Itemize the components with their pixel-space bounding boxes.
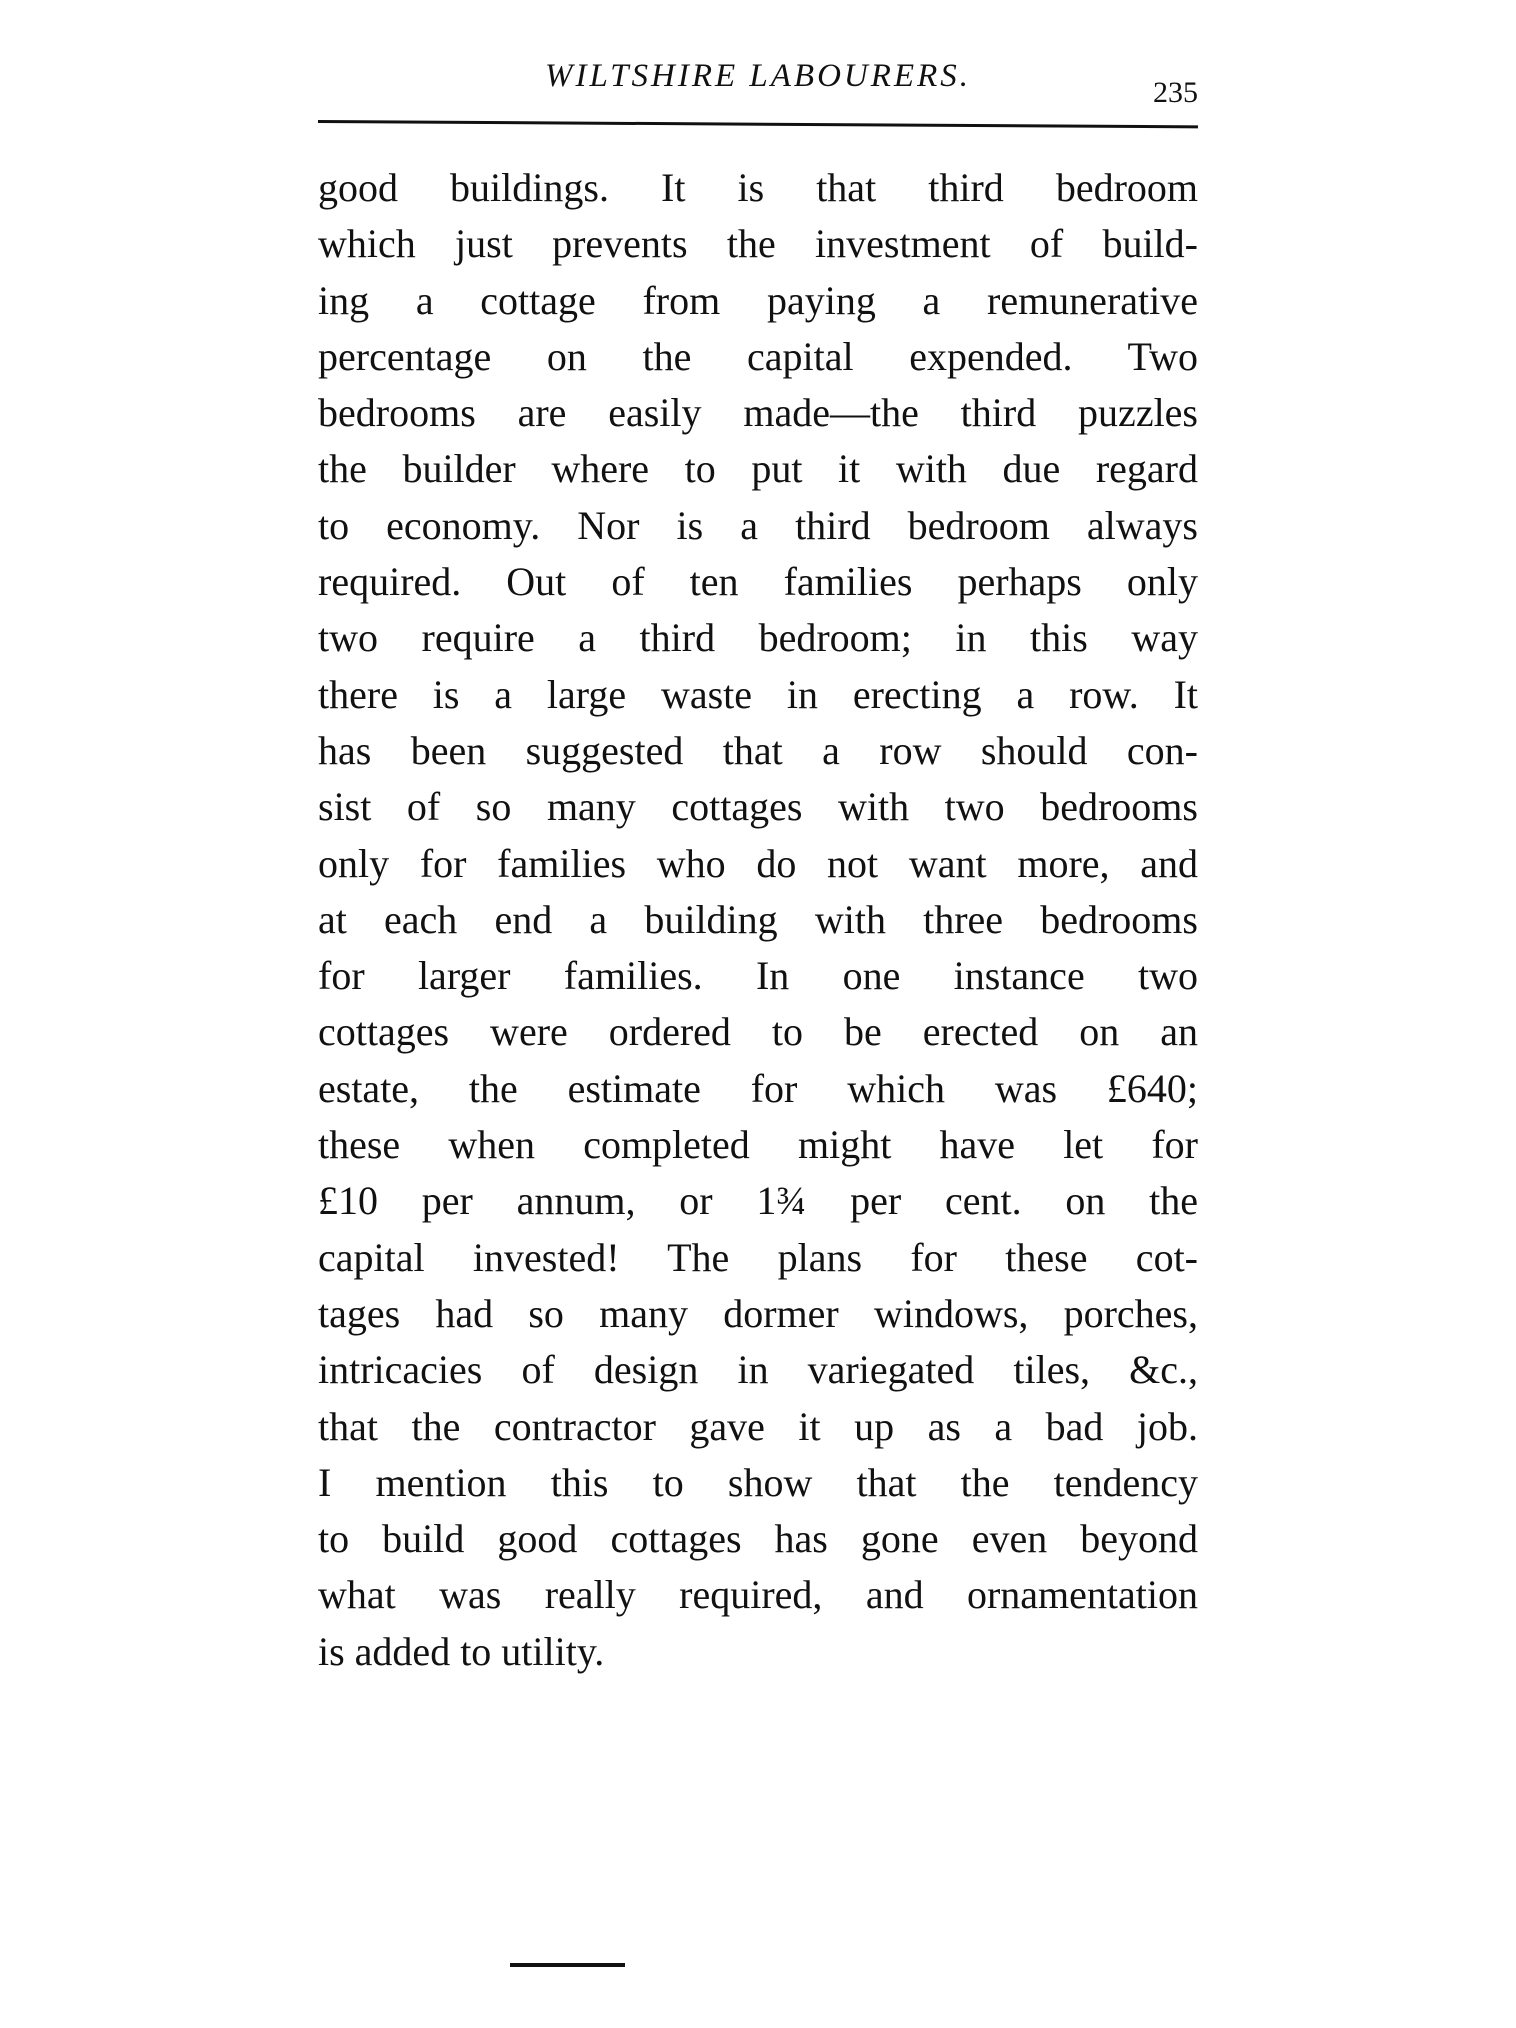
running-head-title: WILTSHIRE LABOURERS. [545, 58, 971, 94]
footer-rule [510, 1963, 625, 1967]
body-paragraph [318, 160, 1198, 1680]
text-line: the builder where to put it with due regard [318, 446, 1198, 492]
text-line: £10 per annum, or 1¾ per cent. on the [318, 1178, 1198, 1224]
text-line: what was really required, and ornamentation [318, 1572, 1198, 1618]
text-line: I mention this to show that the tendency [318, 1459, 1198, 1505]
header-rule [318, 120, 1198, 128]
text-line: two require a third bedroom; in this way [318, 615, 1198, 661]
text-line: these when completed might have let for [318, 1122, 1198, 1168]
text-line: to economy. Nor is a third bedroom always [318, 502, 1198, 548]
text-line: bedrooms are easily made—the third puzzles [318, 390, 1198, 436]
text-line: to build good cottages has gone even beyond [318, 1516, 1198, 1562]
text-line: ing a cottage from paying a remunerative [318, 277, 1198, 323]
running-head [318, 58, 1198, 108]
page-number: 235 [1153, 76, 1198, 109]
text-line: good buildings. It is that third bedroom [318, 165, 1198, 210]
text-line: at each end a building with three bedrooms [318, 896, 1198, 942]
text-line: percentage on the capital expended. Two [318, 333, 1198, 379]
text-line: intricacies of design in variegated tiles, &c., [318, 1347, 1198, 1393]
text-line: that the contractor gave it up as a bad job. [318, 1403, 1198, 1449]
text-line: has been suggested that a row should con- [318, 727, 1198, 773]
text-line: capital invested! The plans for these cot- [318, 1234, 1198, 1280]
text-line: cottages were ordered to be erected on an [318, 1009, 1198, 1055]
text-line: required. Out of ten families perhaps only [318, 559, 1198, 605]
text-line: for larger families. In one instance two [318, 953, 1198, 999]
text-line: is added to utility. [318, 1628, 605, 1674]
text-line: only for families who do not want more, and [318, 840, 1198, 886]
text-line: estate, the estimate for which was £640; [318, 1065, 1198, 1111]
text-line: which just prevents the investment of build- [318, 221, 1198, 267]
text-line: sist of so many cottages with two bedrooms [318, 784, 1198, 830]
text-line: there is a large waste in erecting a row. It [318, 671, 1198, 717]
text-line: tages had so many dormer windows, porches, [318, 1290, 1198, 1336]
